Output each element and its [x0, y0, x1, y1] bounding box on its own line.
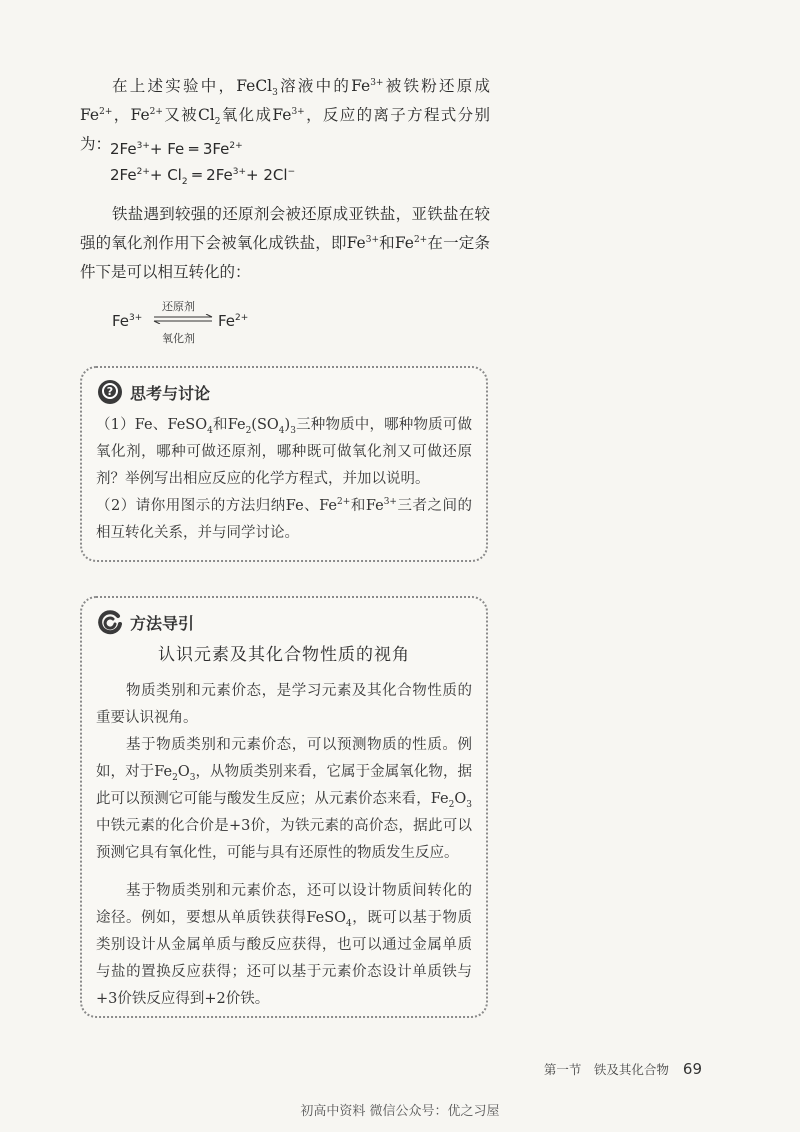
equation-1: $2Fe^{3+}+ Fe$ ═ $3Fe^{2+}$ — [110, 140, 243, 158]
page-number: 69 — [682, 1060, 702, 1078]
think-discuss-box — [80, 366, 488, 562]
ferric-ion: $Fe^{3+}$ — [112, 312, 143, 330]
svg-text:?: ? — [106, 385, 114, 398]
ferrous-ion: $Fe^{2+}$ — [218, 312, 249, 330]
method-guide-title: 方法导引 — [130, 613, 195, 633]
method-paragraph-3: 基于物质类别和元素价态，还可以设计物质间转化的途径。例如，要想从单质铁获得FeSO$_4$，既可以基于物质类别设计从金属单质与酸反应获得，也可以通过金属单质与盐的置换反应获得；还可以基于元素价态设计单质铁与+3价铁反应得到+2价铁。 — [96, 883, 472, 1007]
conversion-diagram — [112, 298, 272, 348]
method-guide-header — [96, 608, 194, 636]
reducing-agent-label: 还原剂 — [162, 300, 195, 313]
method-paragraph-1: 物质类别和元素价态，是学习元素及其化合物性质的重要认识视角。 — [96, 683, 472, 726]
method-guide-box — [80, 596, 488, 1018]
page-footer — [544, 1060, 702, 1078]
equation-2: $2Fe^{2+}+ Cl_2$ ═ $2Fe^{3+}+ 2Cl^-$ — [110, 166, 296, 187]
method-paragraph-2: 基于物质类别和元素价态，可以预测物质的性质。例如，对于$Fe_2O_3$，从物质类别来看，它属于金属氧化物，据此可以预测它可能与酸发生反应；从元素价态来看，$Fe_2O_3$中铁元素的化合价是+3价，为铁元素的高价态，据此可以预测它具有氧化性，可能与具有还原性的物质发生反应。 — [96, 737, 472, 861]
method-swirl-icon — [96, 608, 124, 636]
source-note: 初高中资料 微信公众号：优之习屋 — [300, 1104, 500, 1119]
question-1: （1）Fe、FeSO$_4$和$Fe_2(SO_4)_3$三种物质中，哪种物质可做氧化剂，哪种可做还原剂，哪种既可做氧化剂又可做还原剂？举例写出相应反应的化学方程式，并加以说明。 — [96, 417, 473, 487]
intro-paragraph: 在上述实验中，FeCl$_3$溶液中的$Fe^{3+}$被铁粉还原成$Fe^{2+}$，$Fe^{2+}$又被$Cl_2$氧化成$Fe^{3+}$，反应的离子方程式分别为： — [80, 77, 490, 153]
section-label: 第一节 铁及其化合物 — [543, 1062, 669, 1077]
think-discuss-header — [96, 378, 210, 406]
think-discuss-title: 思考与讨论 — [130, 383, 211, 403]
question-2: （2）请你用图示的方法归纳Fe、$Fe^{2+}$和$Fe^{3+}$三者之间的相互转化关系，并与同学讨论。 — [96, 497, 473, 541]
oxidizing-agent-label: 氧化剂 — [162, 332, 195, 345]
method-guide-subtitle: 认识元素及其化合物性质的视角 — [158, 645, 410, 665]
conversion-paragraph: 铁盐遇到较强的还原剂会被还原成亚铁盐，亚铁盐在较强的氧化剂作用下会被氧化成铁盐，即$Fe^{3+}$和$Fe^{2+}$在一定条件下是可以相互转化的： — [80, 205, 490, 281]
question-bubble-icon — [96, 378, 124, 406]
equilibrium-arrow-icon — [152, 314, 214, 324]
